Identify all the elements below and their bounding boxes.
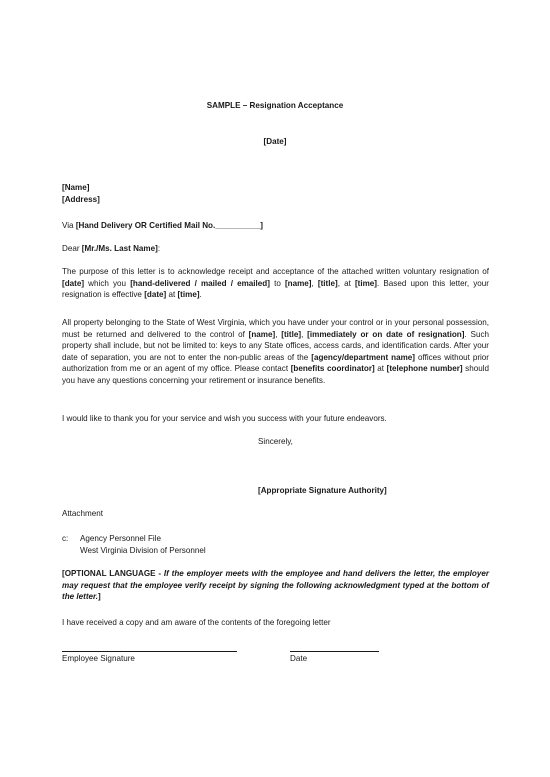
employee-signature-line — [62, 651, 237, 652]
thank-you-paragraph: I would like to thank you for your service and wish you success with your future endeavors. — [62, 414, 387, 423]
employee-signature-label: Employee Signature — [62, 654, 135, 663]
recipient-address: [Address] — [62, 194, 100, 204]
salutation: Dear [Mr./Ms. Last Name]: — [62, 244, 161, 253]
attachment-label: Attachment — [62, 509, 103, 518]
cc-prefix: c: — [62, 534, 69, 543]
acknowledgment-statement: I have received a copy and am aware of the contents of the foregoing letter — [62, 618, 331, 627]
cc-block — [62, 533, 206, 556]
closing: Sincerely, — [258, 437, 293, 446]
signature-authority: [Appropriate Signature Authority] — [258, 486, 387, 495]
property-return-paragraph: All property belonging to the State of West Virginia, which you have under your control or in your personal possession, must be returned and delivered to the control of [name], [title], [immediately or on date of resignation]. Such property shall include, but not be limited to: keys to any State offices, access cards, and identification cards. After your date of separation, you are not to enter the non-public areas of the [agency/department name] offices without prior authorization from me or an agent of my office. Please contact [benefits coordinator] at [telephone number] should you have any questions concerning your retirement or insurance benefits. — [62, 318, 490, 385]
recipient-block — [62, 182, 489, 205]
recipient-name: [Name] — [62, 183, 90, 192]
optional-language: [OPTIONAL LANGUAGE - If the employer meets with the employee and hand delivers the letter, the employer may request that the employee verify receipt by signing the following acknowledgment typed at the bottom of the letter.] — [62, 569, 489, 601]
date-placeholder: [Date] — [263, 137, 287, 146]
document-title: SAMPLE – Resignation Acceptance — [206, 101, 344, 110]
cc-line-2: West Virginia Division of Personnel — [80, 545, 206, 555]
delivery-method: Via [Hand Delivery OR Certified Mail No.__________] — [62, 221, 263, 230]
date-label: Date — [290, 654, 308, 663]
acknowledgement-paragraph: The purpose of this letter is to acknowledge receipt and acceptance of the attached written voluntary resignation of [date] which you [hand-delivered / mailed / emailed] to [name], [title], at [time]. Based upon this letter, your resignation is effective [date] at [time]. — [62, 267, 489, 299]
cc-line-1: Agency Personnel File — [80, 534, 161, 543]
date-line — [290, 651, 379, 652]
